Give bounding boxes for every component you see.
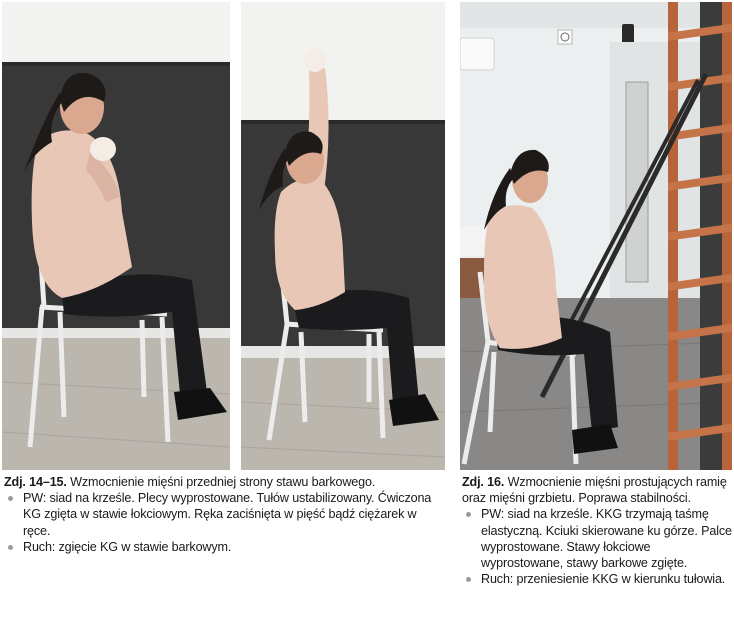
photo-zdj-14 bbox=[2, 2, 230, 470]
caption-zdj-14-15 bbox=[4, 474, 446, 555]
caption-label: Zdj. 16. bbox=[462, 475, 505, 489]
caption-heading bbox=[462, 474, 734, 506]
caption-item: Ruch: zgięcie KG w stawie barkowym. bbox=[4, 539, 446, 555]
caption-item: PW: siad na krześle. KKG trzymają taśmę elastyczną. Kciuki skierowane ku górze. Palce wyprostowane. Stawy łokciowe wyprostowane, stawy barkowe zgięte. bbox=[462, 506, 734, 571]
caption-zdj-16 bbox=[462, 474, 734, 587]
caption-list bbox=[4, 490, 446, 555]
caption-item: Ruch: przeniesienie KKG w kierunku tułowia. bbox=[462, 571, 734, 587]
photo-zdj-15 bbox=[241, 2, 445, 470]
caption-title: Wzmocnienie mięśni prostujących ramię oraz mięśni grzbietu. Poprawa stabilności. bbox=[462, 475, 727, 506]
photo-zdj-16 bbox=[460, 2, 732, 470]
caption-item: PW: siad na krześle. Plecy wyprostowane. Tułów ustabilizowany. Ćwiczona KG zgięta w stawie łokciowym. Ręka zaciśnięta w pięść bądź ciężarek w ręce. bbox=[4, 490, 446, 539]
caption-title: Wzmocnienie mięśni przedniej strony stawu barkowego. bbox=[70, 475, 376, 489]
caption-list bbox=[462, 506, 734, 587]
caption-label: Zdj. 14–15. bbox=[4, 475, 67, 489]
caption-heading bbox=[4, 474, 446, 490]
